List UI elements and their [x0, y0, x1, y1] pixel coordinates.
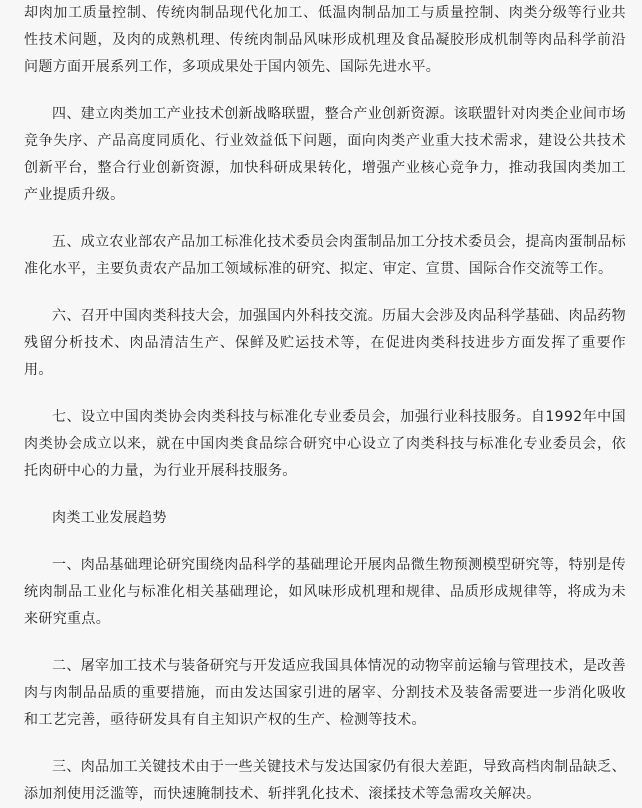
paragraph-gap: [24, 81, 626, 101]
paragraph-gap: [24, 734, 626, 754]
article-paragraph: 四、建立肉类加工产业技术创新战略联盟，整合产业创新资源。该联盟针对肉类企业间市场竞争失序、产品高度同质化、行业效益低下问题，面向肉类产业重大技术需求，建设公共技术创新平台，整合行业创新资源，加快科研成果转化，增强产业核心竞争力，推动我国肉类加工产业提质升级。: [24, 106, 626, 203]
article-paragraph: 五、成立农业部农产品加工标准化技术委员会肉蛋制品加工分技术委员会，提高肉蛋制品标准化水平，主要负责农产品加工领域标准的研究、拟定、审定、宣贯、国际合作交流等工作。: [24, 234, 626, 277]
paragraph-gap: [24, 485, 626, 505]
paragraph-gap: [24, 384, 626, 404]
article-paragraph: 三、肉品加工关键技术由于一些关键技术与发达国家仍有很大差距，导致高档肉制品缺乏、添加剂使用泛滥等，而快速腌制技术、斩拌乳化技术、滚揉技术等急需攻关解决。: [24, 759, 626, 802]
article-paragraph: 一、肉品基础理论研究围绕肉品科学的基础理论开展肉品微生物预测模型研究等，特别是传统肉制品工业化与标准化相关基础理论，如风味形成机理和规律、品质形成规律等，将成为未来研究重点。: [24, 557, 626, 627]
paragraph-gap: [24, 209, 626, 229]
article-paragraph: 却肉加工质量控制、传统肉制品现代化加工、低温肉制品加工与质量控制、肉类分级等行业共性技术问题，及肉的成熟机理、传统肉制品风味形成机理及食品凝胶形成机制等肉品科学前沿问题方面开展系列工作，多项成果处于国内领先、国际先进水平。: [24, 5, 626, 75]
article-paragraph: 七、设立中国肉类协会肉类科技与标准化专业委员会，加强行业科技服务。自1992年中国肉类协会成立以来，就在中国肉类食品综合研究中心设立了肉类科技与标准化专业委员会，依托肉研中心的力量，为行业开展科技服务。: [24, 409, 626, 479]
article-paragraph: 二、屠宰加工技术与装备研究与开发适应我国具体情况的动物宰前运输与管理技术，是改善肉与肉制品品质的重要措施，而由发达国家引进的屠宰、分割技术及装备需要进一步消化吸收和工艺完善，亟待研发具有自主知识产权的生产、检测等技术。: [24, 658, 626, 728]
section-heading: 肉类工业发展趋势: [52, 510, 167, 526]
paragraph-gap: [24, 532, 626, 552]
paragraph-gap: [24, 283, 626, 303]
paragraph-gap: [24, 633, 626, 653]
article-paragraph: 六、召开中国肉类科技大会，加强国内外科技交流。历届大会涉及肉品科学基础、肉品药物残留分析技术、肉品清洁生产、保鲜及贮运技术等，在促进肉类科技进步方面发挥了重要作用。: [24, 308, 626, 378]
